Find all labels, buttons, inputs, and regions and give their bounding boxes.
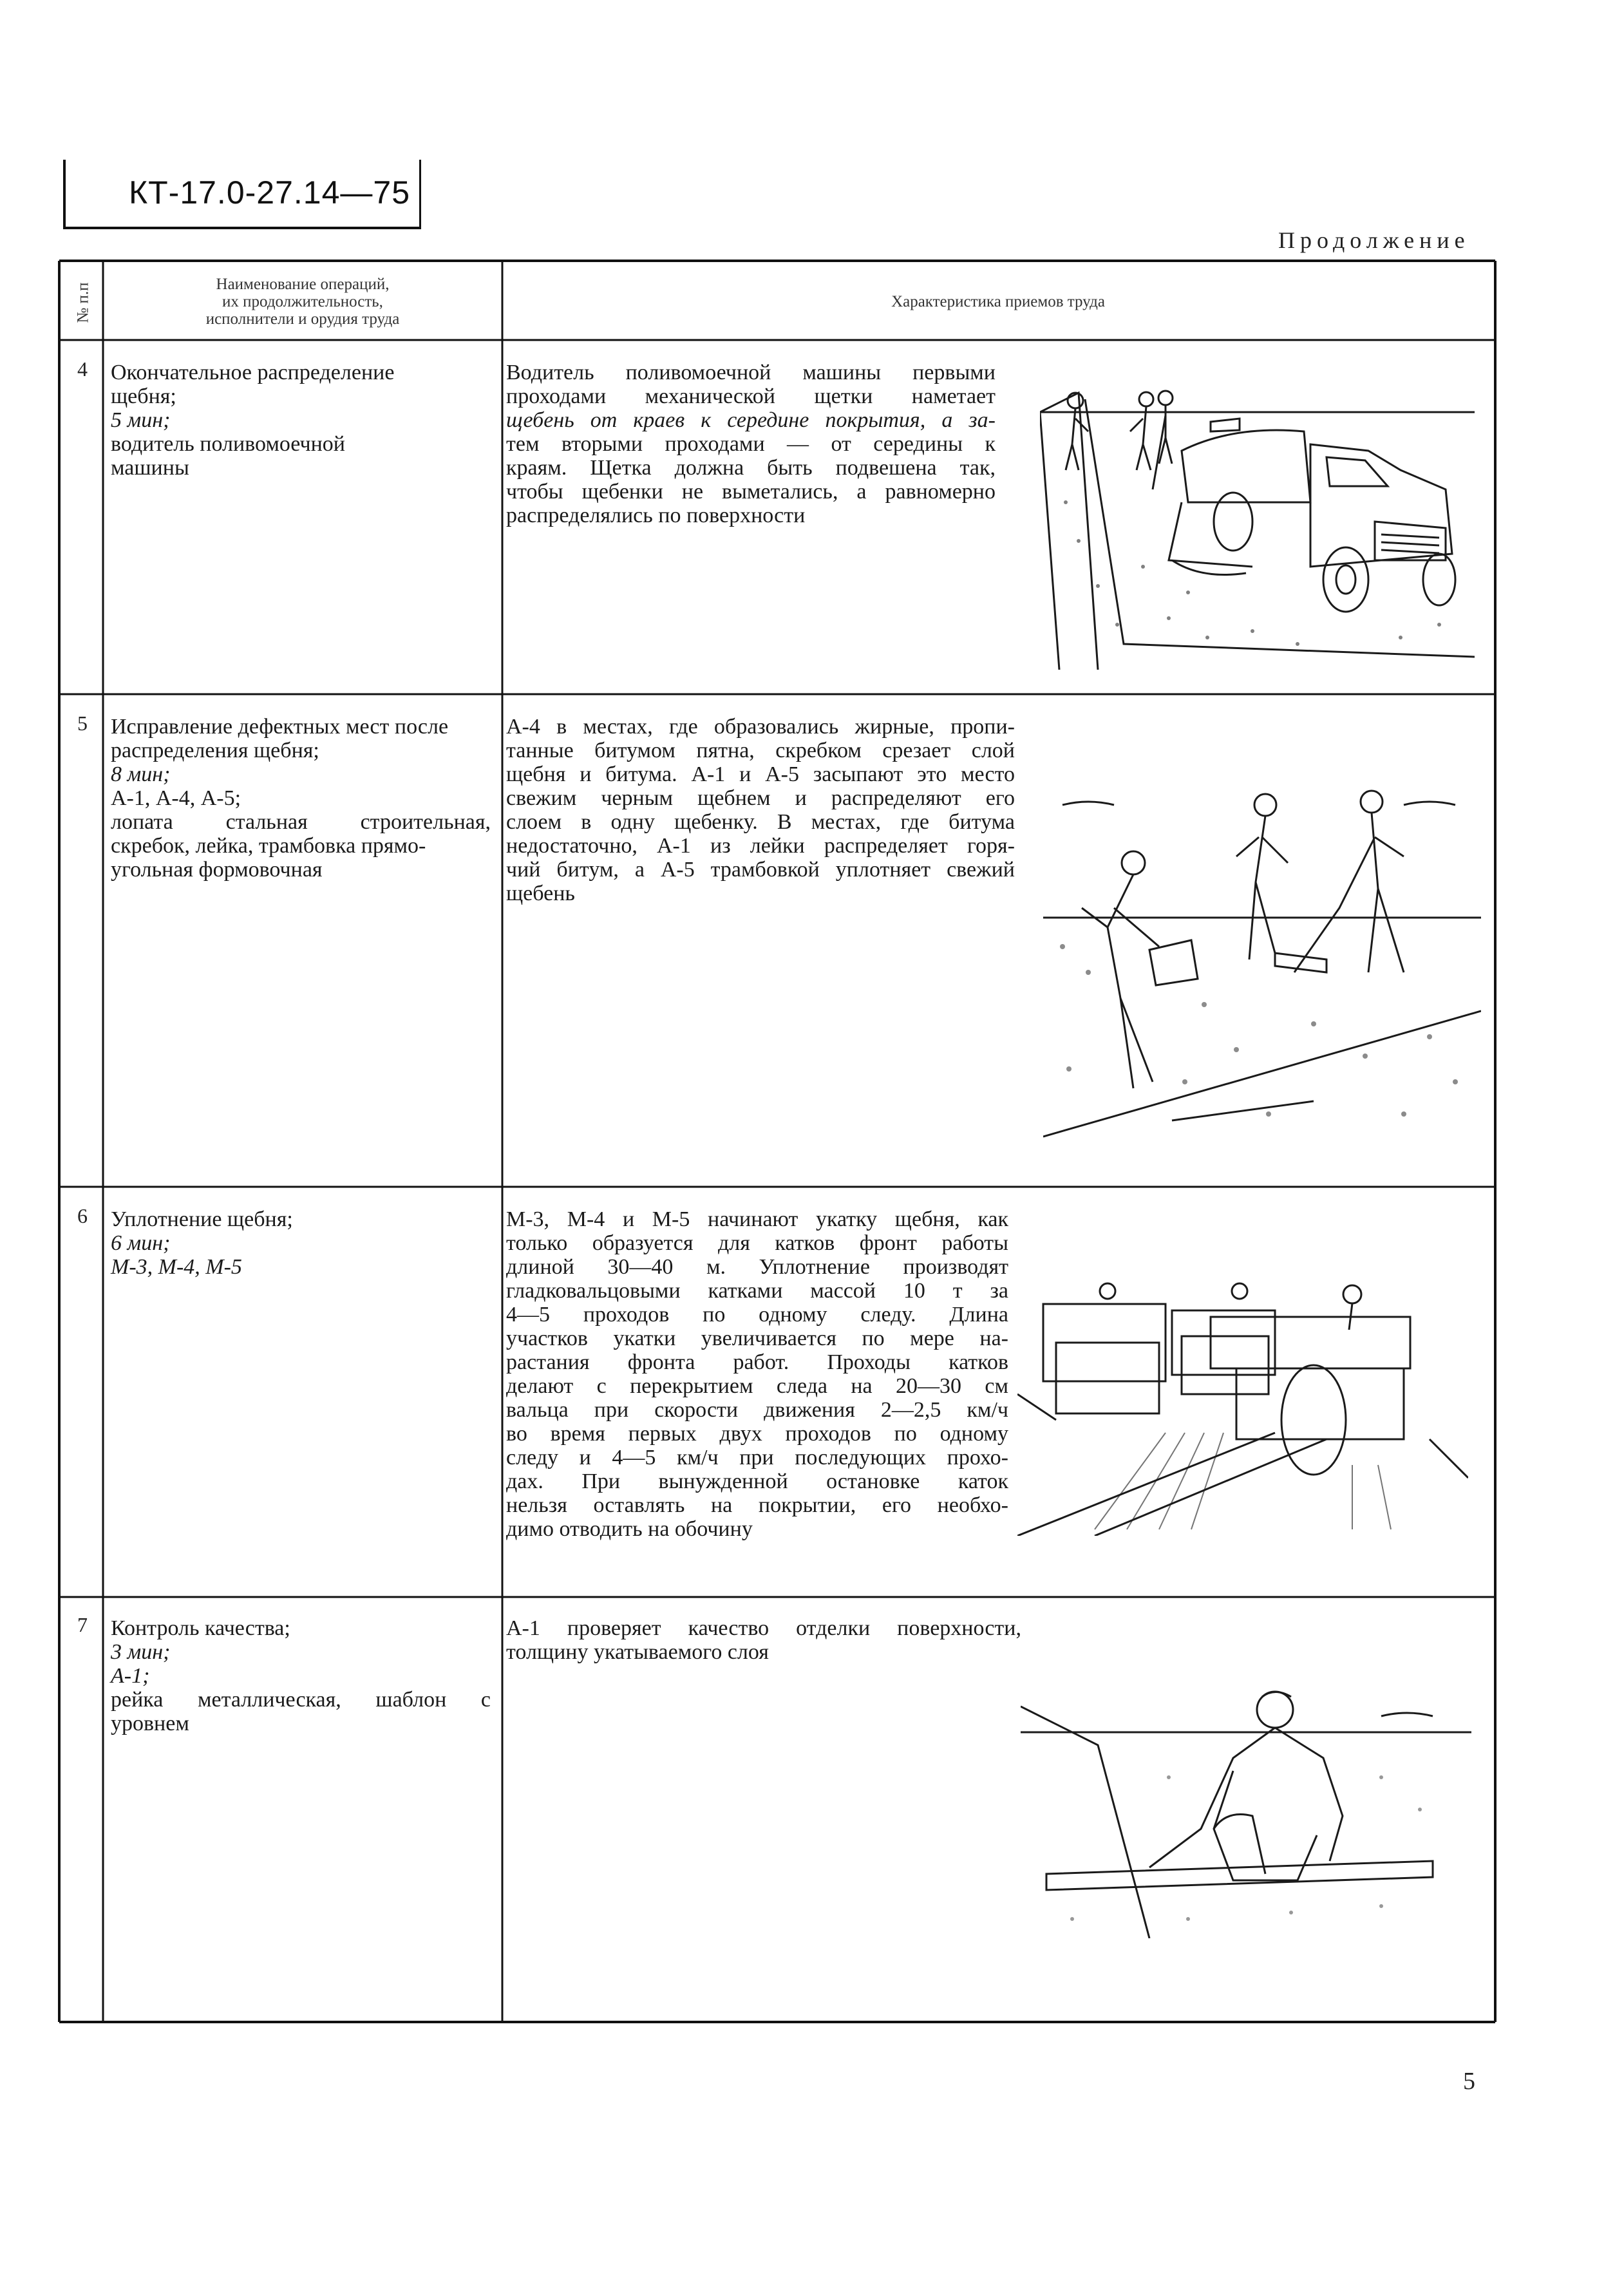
row-number: 4 [77, 357, 88, 381]
row-description: Водитель поливомоечной машины первыми проходами механической щетки наметает щебень от краев к середине покрытия, а за- тем вторыми проходами — от середины к краям. Щетка должна быть подвешена так, чтобы щебенки не выметались, а равномерно распределялись по поверхности [506, 361, 996, 527]
row-operation: Окончательное распределение щебня; 5 мин; водитель поливомоечной машины [111, 361, 395, 480]
column-header-operation: Наименование операций, их продолжительность, исполнители и орудия труда [205, 276, 400, 328]
road-rollers-illustration [1017, 1272, 1468, 1536]
row-number: 6 [77, 1204, 88, 1227]
row-operation: Исправление дефектных мест после распределения щебня; 8 мин; А-1, А-4, А-5; лопата стальная строительная, скребок, лейка, трамбовка прямо- угольная формовочная [111, 715, 491, 882]
document-code: КТ-17.0-27.14—75 [129, 175, 411, 211]
road-workers-repair-illustration [1043, 779, 1481, 1140]
page-number: 5 [1463, 2068, 1475, 2095]
column-header-number: № п.п [75, 282, 92, 323]
quality-control-worker-illustration [1021, 1661, 1471, 1938]
row-number: 5 [77, 712, 88, 735]
street-sweeper-truck-illustration [1040, 373, 1475, 670]
column-header-description: Характеристика приемов труда [891, 293, 1105, 310]
row-number: 7 [77, 1613, 88, 1636]
row-operation: Контроль качества; 3 мин; А-1; рейка металлическая, шаблон с уровнем [111, 1616, 491, 1735]
row-description: А-1 проверяет качество отделки поверхности, толщину укатываемого слоя [506, 1616, 1021, 1664]
continuation-label: Продолжение [1278, 227, 1470, 253]
row-description: М-3, М-4 и М-5 начинают укатку щебня, как только образуется для катков фронт работы длиной 30—40 м. Уплотнение производят гладковальцовыми катками массой 10 т за 4—5 проходов по одному следу. Длина участков укатки увеличивается по мере на- растания фронта работ. Проходы катков делают с перекрытием следа на 20—30 см вальца при скорости движения 2—2,5 км/ч во время первых двух проходов по одному следу и 4—5 км/ч при последующих прохо- дах. При вынужденной остановке каток нельзя оставлять на покрытии, его необхо- димо отводить на обочину [506, 1207, 1008, 1541]
row-description: А-4 в местах, где образовались жирные, пропи- танные битумом пятна, скребком срезает слой щебня и битума. А-1 и А-5 засыпают это место свежим черным щебнем и распределяют его слоем в одну щебенку. В местах, где битума недостаточно, А-1 из лейки распределяет горя- чий битум, а А-5 трамбовкой уплотняет свежий щебень [506, 715, 1015, 905]
row-operation: Уплотнение щебня; 6 мин; М-3, М-4, М-5 [111, 1207, 293, 1279]
